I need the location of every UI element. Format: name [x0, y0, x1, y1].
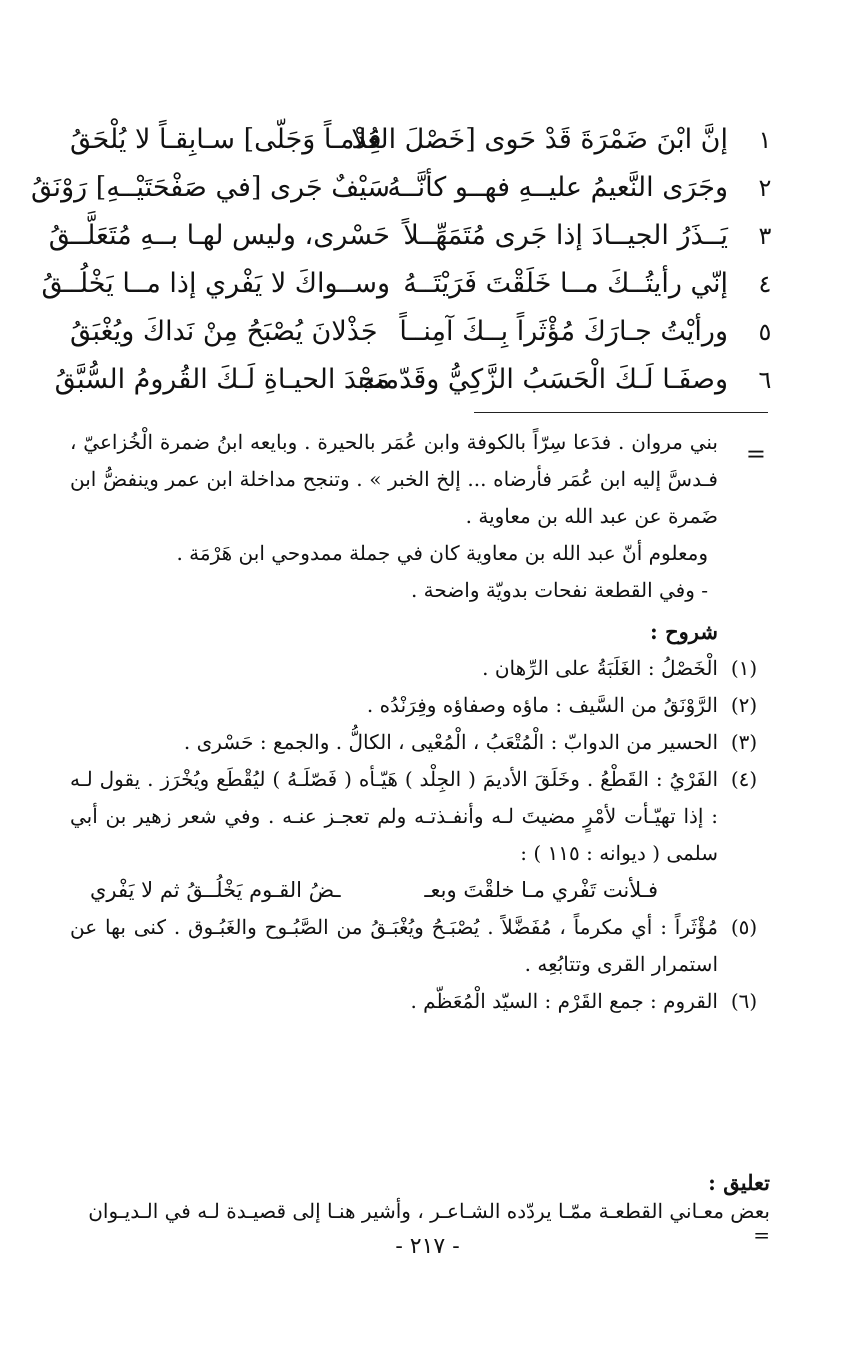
verse-line: [41, 262, 780, 310]
verse-first-hemistich: إنّي رأيتُــكَ مــا خَلَقْتَ فَرَيْتَــهُ: [403, 268, 728, 299]
gloss-number: (١): [730, 656, 758, 680]
verse-second-hemistich: قِدْمـاً وَجَلّى] سـابِقـاً لا يُلْحَقُ: [70, 124, 382, 155]
verse-number: ١: [758, 126, 772, 154]
footnote-rule: [474, 412, 768, 413]
verse-number: ٣: [758, 222, 772, 250]
verse-line: [54, 358, 780, 406]
verse-first-hemistich: ورأيْتُ جـارَكَ مُؤْثَراً بِــكَ آمِنــاً: [399, 316, 728, 347]
verse-number: ٦: [758, 366, 772, 394]
verse-line: [31, 166, 780, 214]
gloss-item: [70, 687, 770, 724]
verse-first-hemistich: إنَّ ابْنَ ضَمْرَةَ قَدْ حَوى [خَصْلَ العُلا: [351, 124, 728, 155]
verse-second-hemistich: حَسْرى، وليس لهـا بــهِ مُتَعَلَّــقُ: [48, 220, 390, 251]
gloss-text: الْخَصْلُ : الغَلَبَةُ على الرِّهان .: [482, 656, 718, 680]
gloss-item: [70, 761, 770, 872]
poem-block: [31, 118, 780, 406]
quoted-verse-second-hemistich: ـضُ القـوم يَخْلُــقُ ثم لا يَفْري: [90, 878, 341, 902]
notes-block: [70, 424, 770, 1020]
verse-second-hemistich: سَيْفٌ جَرى [في صَفْحَتَيْــهِ] رَوْنَقُ: [31, 172, 390, 203]
verse-second-hemistich: مَجْدَ الحيـاةِ لَـكَ القُرومُ السُّبَّقُ: [54, 364, 390, 395]
verse-number: ٢: [758, 174, 772, 202]
gloss-text: القروم : جمع القَرْم : السيّد الْمُعَظّم .: [410, 989, 718, 1013]
gloss-item: [70, 983, 770, 1020]
gloss-item: [70, 724, 770, 761]
gloss-number: (٣): [730, 730, 758, 754]
verse-line: [60, 310, 780, 358]
note-paragraph: - وفي القطعة نفحات بدويّة واضحة .: [410, 578, 708, 602]
quoted-verse-first-hemistich: فـلأنت تَفْري مـا خلقْتَ وبعـ: [424, 878, 658, 902]
gloss-item: [70, 909, 770, 983]
gloss-item: [70, 650, 770, 687]
verse-line: [60, 118, 780, 166]
quoted-verse: [70, 872, 718, 909]
taaliq-heading: تعليق :: [708, 1170, 770, 1195]
verse-second-hemistich: وســواكَ لا يَفْري إذا مــا يَخْلُــقُ: [41, 268, 390, 299]
commentary-text: بعض معـاني القطعـة ممّـا يردّده الشـاعـر ، وأشير هنـا إلى قصيـدة لـه في الـديـوان =: [88, 1199, 770, 1247]
gloss-text: مُؤْثَراً : أي مكرماً ، مُفَضَّلاً . يُصْبَـحُ ويُغْبَـقُ من الصَّبُـوح والغَبُـوق . كنى بها عن استمرار القرى وتتابُعِه .: [70, 915, 718, 976]
verse-line: [48, 214, 780, 262]
shuruh-heading: شروح :: [650, 619, 718, 644]
gloss-text: الفَرْيُ : القَطْعُ . وخَلَقَ الأديمَ ( الجِلْد ) هَيّـأه ( فَصّلَـهُ ) ليُقْطَع ويُخْرَز . يقول لـه : إذا تهيّـأت لأمْرٍ مضيتَ لـه وأنفـذتـه ولم تعجـز عنـه . وفي شعر زهير بن أبي سلمى ( ديوانه : ١١٥ ) :: [70, 767, 718, 865]
gloss-number: (٢): [730, 693, 758, 717]
verse-second-hemistich: جَذْلانَ يُصْبَحُ مِنْ نَداكَ ويُغْبَقُ: [70, 316, 378, 347]
note-paragraph: ومعلوم أنّ عبد الله بن معاوية كان في جملة ممدوحي ابن هَرْمَة .: [176, 541, 708, 565]
gloss-text: الرَّوْنَقُ من السَّيف : ماؤه وصفاؤه وفِرَنْدُه .: [366, 693, 718, 717]
gloss-number: (٤): [730, 767, 758, 791]
verse-number: ٤: [758, 270, 772, 298]
verse-first-hemistich: وجَرَى النَّعيمُ عليــهِ فهــو كأنَّــهُ: [387, 172, 728, 203]
gloss-number: (٥): [730, 915, 758, 939]
gloss-text: الحسير من الدوابّ : الْمُتْعَبُ ، الْمُعْيى ، الكالُّ . والجمع : حَسْرى .: [183, 730, 718, 754]
verse-first-hemistich: وصفَـا لَـكَ الْحَسَبُ الزَّكِيُّ وقَدّمت: [358, 364, 728, 395]
continuation-mark: =: [745, 440, 766, 468]
verse-first-hemistich: يَــذَرُ الجيــادَ إذا جَرى مُتَمَهِّــلاً: [403, 220, 728, 251]
page-number: - ٢١٧ -: [395, 1234, 460, 1259]
note-paragraph: بني مروان . فدَعا سِرّاً بالكوفة وابن عُمَر بالحيرة . وبايعه ابنُ ضمرة الْخُزاعيّ ، فـدسَّ إليه ابن عُمَر فأرضاه ... إلخ الخبر » . وتنجح مداخلة ابن عمر وينفضُّ ابن ضَمرة عن عبد الله بن معاوية .: [70, 430, 718, 528]
verse-number: ٥: [758, 318, 772, 346]
gloss-number: (٦): [730, 989, 758, 1013]
